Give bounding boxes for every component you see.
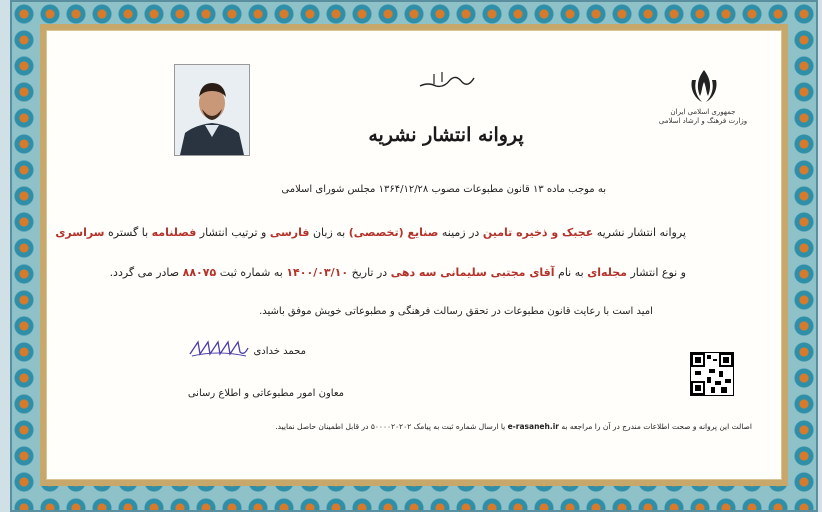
publication-name: عجبک و ذخیره تامین xyxy=(482,226,594,239)
publication-language: فارسی xyxy=(269,226,310,239)
registration-number: ۸۸۰۷۵ xyxy=(182,266,217,279)
publication-scope: سراسری xyxy=(55,226,105,239)
text: پروانه انتشار نشریه xyxy=(596,226,686,239)
closing-wish: امید است با رعایت قانون مطبوعات در تحقق رسالت فرهنگی و مطبوعاتی خویش موفق باشید. xyxy=(259,306,653,317)
bismillah-text xyxy=(46,30,47,31)
text: و نوع انتشار xyxy=(630,266,686,279)
iran-emblem-icon xyxy=(684,66,724,106)
publication-field: صنایع (تخصصی) xyxy=(348,226,439,239)
verification-footer xyxy=(116,422,752,431)
ministry-caption: جمهوری اسلامی ایران وزارت فرهنگ و ارشاد اسلامی xyxy=(658,108,748,125)
issue-date: ۱۴۰۰/۰۳/۱۰ xyxy=(286,266,349,279)
text: و ترتیب انتشار xyxy=(199,226,267,239)
qr-code-icon xyxy=(690,352,734,396)
ornamental-border xyxy=(10,0,818,512)
footer-text: یا ارسال شماره ثبت به پیامک ۵۰۰۰۰۲۰۲۰۲ در قابل اطمینان حاصل نمایید. xyxy=(275,422,506,431)
signatory-title: معاون امور مطبوعاتی و اطلاع رسانی xyxy=(187,388,344,399)
text: به نام xyxy=(558,266,584,279)
law-reference: به موجب ماده ۱۳ قانون مطبوعات مصوب ۱۳۶۴/۱۲/۲۸ مجلس شورای اسلامی xyxy=(281,184,606,195)
certificate-paper xyxy=(46,30,782,480)
holder-name: آقای مجتبی سلیمانی سه دهی xyxy=(390,266,555,279)
issuance-line xyxy=(109,266,686,279)
text: به شماره ثبت xyxy=(219,266,283,279)
text: در تاریخ xyxy=(351,266,388,279)
footer-text: اصالت این پروانه و صحت اطلاعات مندرج در آن را مراجعه به xyxy=(561,422,752,431)
text: صادر می گردد. xyxy=(109,266,180,279)
text: در زمینه xyxy=(441,226,480,239)
text: با گستره xyxy=(108,226,149,239)
holder-photo xyxy=(174,64,250,156)
publication-line xyxy=(55,226,686,239)
publication-type: مجله‌ای xyxy=(587,266,627,279)
signatory-name: محمد خدادی xyxy=(253,346,306,357)
certificate-title: پروانه انتشار نشریه xyxy=(368,124,524,146)
text: به زبان xyxy=(312,226,346,239)
verification-link[interactable]: e-rasaneh.ir xyxy=(507,422,559,431)
bismillah-calligraphy xyxy=(416,70,476,90)
signature-scrawl xyxy=(188,336,250,360)
publication-period: فصلنامه xyxy=(151,226,197,239)
